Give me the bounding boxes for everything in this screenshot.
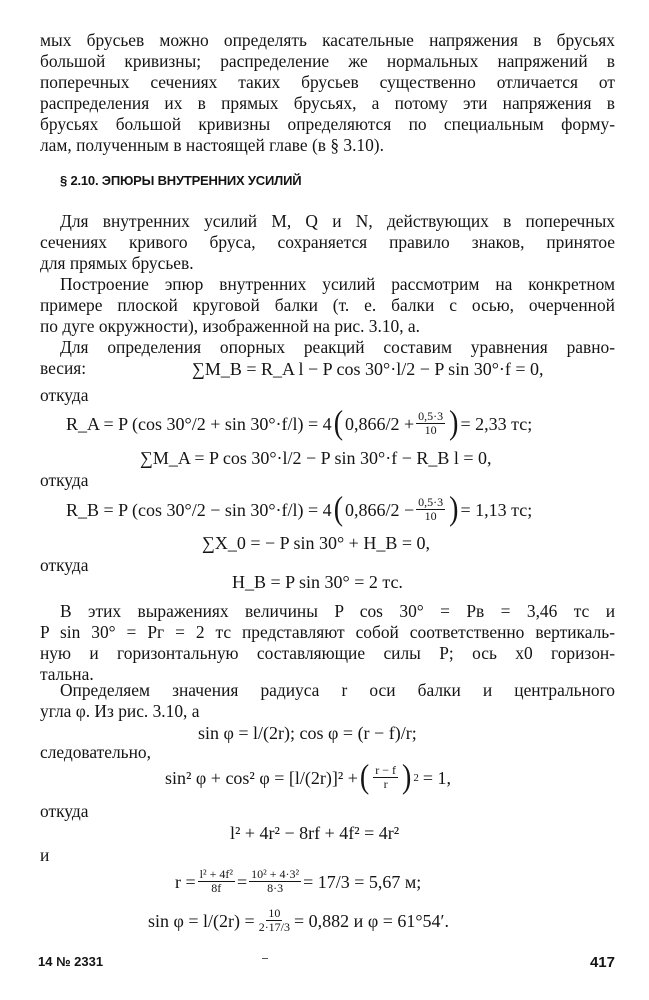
paren: )	[449, 404, 459, 442]
fraction-denominator: 10	[424, 423, 437, 437]
text-line: Определяем значения радиуса r оси балки и центрального	[60, 680, 615, 700]
fraction-denominator: 8·3	[267, 881, 284, 895]
equation	[165, 758, 451, 796]
paren: (	[359, 758, 370, 796]
fraction	[249, 868, 301, 895]
fraction	[198, 868, 235, 895]
text-line: угла φ. Из рис. 3.10, а	[40, 701, 200, 721]
equation: ∑M_B = R_A l − P cos 30°·l/2 − P sin 30°·f = 0,	[192, 359, 544, 379]
page-number: 417	[589, 954, 615, 971]
text-line: откуда	[40, 470, 89, 490]
equation	[175, 868, 421, 895]
equation-part: 0,866/2 −	[345, 499, 415, 520]
equation-part: = 0,882 и φ = 61°54′.	[294, 910, 449, 931]
print-signature: 14 № 2331	[38, 954, 104, 969]
text-line: В этих выражениях величины P cos 30° = Pв = 3,46 тс и	[60, 601, 615, 621]
fraction-denominator: 2·17/3	[258, 920, 291, 934]
text-line: поперечных сечениях таких брусьев существенно отличается от	[40, 72, 615, 92]
text-line: ную и горизонтальную составляющие силы P; ось x0 горизон-	[40, 643, 615, 663]
section-heading: § 2.10. ЭПЮРЫ ВНУТРЕННИХ УСИЛИЙ	[60, 173, 302, 188]
text-line: P sin 30° = Pг = 2 тс представляют собой соответственно вертикаль-	[40, 622, 615, 642]
divider	[262, 958, 268, 959]
text-line: сечениях кривого бруса, сохраняется правило знаков, принятое	[40, 232, 615, 252]
equation-part: r =	[175, 871, 196, 892]
equation-part: R_A = P (cos 30°/2 + sin 30°·f/l) = 4	[66, 413, 332, 434]
text-line: весия:	[40, 358, 87, 378]
fraction-numerator: 10² + 4·3²	[251, 867, 300, 881]
text-line: примере плоской круговой балки (т. е. балки с осью, очерченной	[40, 295, 615, 315]
equation	[66, 490, 533, 528]
fraction	[373, 764, 398, 791]
fraction-denominator: 8f	[211, 881, 222, 895]
equation-part: = 2,33 тс;	[460, 413, 533, 434]
equation-part: = 1,13 тс;	[460, 499, 533, 520]
equation: ∑X_0 = − P sin 30° + H_B = 0,	[202, 533, 430, 553]
text-line: брусьях большой кривизны определяются по специальным форму-	[40, 114, 615, 134]
fraction-denominator: 10	[424, 509, 437, 523]
equation: l² + 4r² − 8rf + 4f² = 4r²	[230, 823, 400, 843]
fraction-numerator: r − f	[375, 763, 396, 777]
text-line: следовательно,	[40, 742, 151, 762]
fraction	[257, 907, 292, 934]
equation-part: sin² φ + cos² φ = [l/(2r)]² +	[165, 767, 358, 788]
paren: (	[333, 404, 344, 442]
exponent: 2	[413, 771, 419, 784]
text-line: Для определения опорных реакций составим уравнения равно-	[60, 337, 615, 357]
text-line: откуда	[40, 385, 89, 405]
text-line: Для внутренних усилий M, Q и N, действующих в поперечных	[60, 211, 615, 231]
equation-part: = 1,	[422, 767, 451, 788]
equation	[148, 907, 449, 934]
text-line: откуда	[40, 801, 89, 821]
text-line: распределения их в прямых брусьях, а потому эти напряжения в	[40, 93, 615, 113]
equation: ∑M_A = P cos 30°·l/2 − P sin 30°·f − R_B l = 0,	[140, 448, 492, 468]
text-line: по дуге окружности), изображенной на рис. 3.10, а.	[40, 316, 420, 336]
equals: =	[236, 871, 248, 892]
fraction-numerator: 0,5·3	[418, 495, 444, 509]
equation-part: sin φ = l/(2r) =	[148, 910, 255, 931]
text-line: тальна.	[40, 664, 94, 684]
text-line: мых брусьев можно определять касательные напряжения в брусьях	[40, 30, 615, 50]
fraction	[416, 410, 445, 437]
equation: sin φ = l/(2r); cos φ = (r − f)/r;	[198, 723, 417, 743]
text-line: большой кривизны; распределение же нормальных напряжений в	[40, 51, 615, 71]
equation-part: R_B = P (cos 30°/2 − sin 30°·f/l) = 4	[66, 499, 332, 520]
fraction-numerator: l² + 4f²	[199, 867, 233, 881]
paren: (	[333, 490, 344, 528]
fraction-denominator: r	[383, 777, 388, 791]
fraction-numerator: 10	[268, 906, 281, 920]
text-line: и	[40, 845, 50, 865]
equation-part: = 17/3 = 5,67 м;	[303, 871, 422, 892]
text-line: откуда	[40, 555, 89, 575]
equation: H_B = P sin 30° = 2 тс.	[232, 572, 403, 592]
text-line: лам, полученным в настоящей главе (в § 3.10).	[40, 135, 384, 155]
equation	[66, 404, 533, 442]
paren: )	[402, 758, 412, 796]
text-line: Построение эпюр внутренних усилий рассмотрим на конкретном	[60, 274, 615, 294]
equation-part: 0,866/2 +	[345, 413, 415, 434]
paren: )	[449, 490, 459, 528]
fraction	[416, 496, 445, 523]
fraction-numerator: 0,5·3	[418, 409, 444, 423]
text-line: для прямых брусьев.	[40, 253, 194, 273]
